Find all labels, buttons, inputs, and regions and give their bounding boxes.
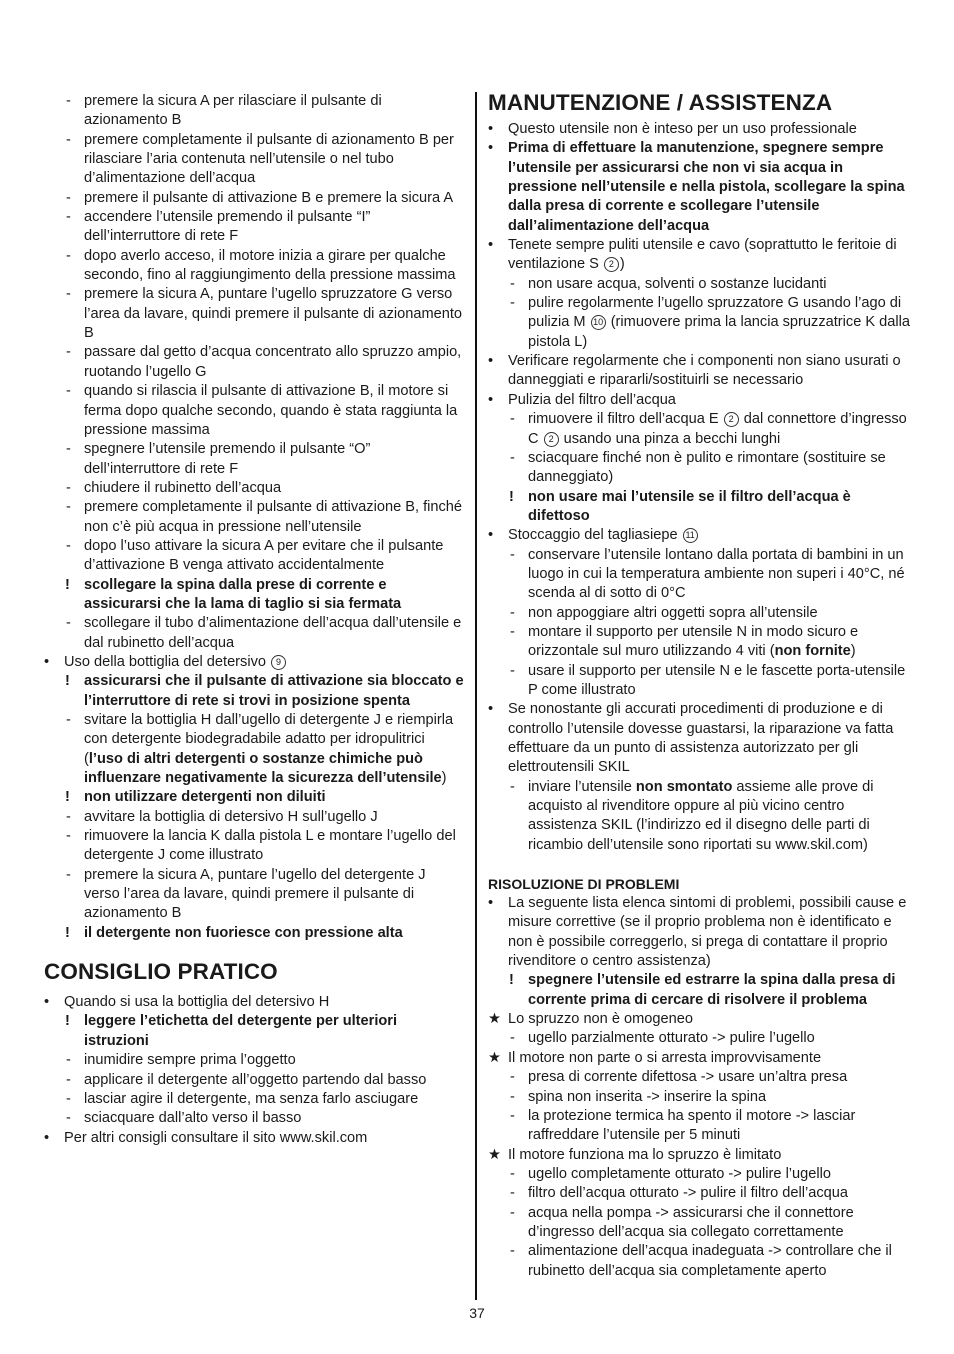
- text-run: rimuovere la lancia K dalla pistola L e montare l’ugello del detergente J come illustrato: [84, 828, 456, 864]
- list-marker: -: [510, 1165, 515, 1182]
- text-run: premere la sicura A, puntare l’ugello del detergente J verso l’area da lavare, quindi premere il pulsante di azionamento B: [84, 866, 426, 922]
- list-marker: -: [66, 1052, 71, 1069]
- list-marker: •: [488, 895, 494, 912]
- bullet-item: [488, 352, 912, 391]
- list-marker: -: [66, 828, 71, 845]
- text-run: il detergente non fuoriesce con pressione alta: [84, 924, 403, 941]
- list-marker: -: [66, 383, 71, 400]
- dash-item: [44, 866, 464, 924]
- column-divider: [475, 92, 477, 1300]
- dash-item: [44, 1090, 464, 1109]
- section-heading: [488, 90, 912, 116]
- dash-item: [488, 1107, 912, 1146]
- text-run: Se nonostante gli accurati procedimenti di produzione e di controllo l’utensile dovesse guastarsi, la riparazione va fatta effettuare da un punto di assistenza autorizzato per gli elettroutensili SKIL: [508, 701, 894, 776]
- text-run: montare il supporto per utensile N in modo sicuro e orizzontale sul muro utilizzando 4 viti (: [528, 623, 859, 660]
- list-marker: -: [66, 441, 71, 458]
- warning-mark: !: [509, 972, 514, 989]
- text-run: ugello parzialmente otturato -> pulire l’ugello: [528, 1030, 815, 1047]
- text-run: spina non inserita -> inserire la spina: [528, 1088, 767, 1105]
- dash-item: [488, 449, 912, 488]
- text-run: pulire regolarmente l’ugello spruzzatore G usando l’ago di pulizia M: [528, 295, 902, 331]
- list-marker: -: [510, 604, 515, 621]
- list-marker: -: [510, 1185, 515, 1202]
- text-run: assicurarsi che il pulsante di attivazione sia bloccato e l’interruttore di rete si trovi in posizione spenta: [84, 673, 464, 709]
- text-run: Tenete sempre puliti utensile e cavo (soprattutto le feritoie di ventilazione S: [508, 237, 897, 273]
- dash-item: [44, 537, 464, 576]
- list-marker: -: [510, 275, 515, 292]
- list-marker: -: [510, 449, 515, 466]
- star-icon: ★: [488, 1049, 502, 1066]
- bullet-item: [488, 700, 912, 777]
- list-marker: -: [66, 537, 71, 554]
- dash-item: [44, 208, 464, 247]
- text-run: acqua nella pompa -> assicurarsi che il connettore d’ingresso dell’acqua sia collegato correttamente: [528, 1204, 854, 1240]
- list-marker: -: [510, 1243, 515, 1260]
- dash-item: [44, 92, 464, 131]
- text-run: chiudere il rubinetto dell’acqua: [84, 479, 282, 496]
- text-run: quando si rilascia il pulsante di attivazione B, il motore si ferma dopo qualche secondo, quando è stata raggiunta la pressione massima: [84, 383, 458, 438]
- list-marker: -: [510, 1069, 515, 1086]
- text-run: leggere l’etichetta del detergente per ulteriori istruzioni: [84, 1013, 398, 1049]
- list-marker: •: [488, 121, 494, 137]
- dash-item: [488, 546, 912, 604]
- warning-item: [44, 1012, 464, 1051]
- list-marker: -: [510, 1107, 515, 1124]
- warning-mark: !: [509, 488, 514, 505]
- bullet-item: [488, 139, 912, 236]
- warning-item: [488, 971, 912, 1010]
- list-marker: -: [510, 295, 515, 312]
- text-run: presa di corrente difettosa -> usare un’altra presa: [528, 1069, 848, 1086]
- text-run: La seguente lista elenca sintomi di problemi, possibili cause e misure correttive (se il proprio problema non è identificato e non è possibile correggerlo, si prega di contattare il proprio rivenditore o centro assistenza): [508, 895, 907, 970]
- text-run: Per altri consigli consultare il sito www.skil.com: [64, 1129, 368, 1146]
- figure-ref-icon: 9: [271, 655, 286, 670]
- list-marker: •: [488, 140, 494, 157]
- text-run: non usare acqua, solventi o sostanze lucidanti: [528, 275, 827, 292]
- warning-mark: !: [65, 924, 70, 941]
- dash-item: [44, 614, 464, 653]
- list-marker: -: [66, 808, 71, 825]
- bullet-item: [488, 120, 912, 139]
- text-run: non utilizzare detergenti non diluiti: [84, 789, 326, 806]
- bullet-item: [488, 526, 912, 545]
- list-marker: •: [44, 1129, 50, 1146]
- bullet-item: [44, 653, 464, 672]
- dash-item: [488, 604, 912, 623]
- text-run: sciacquare finché non è pulito e rimontare (sostituire se danneggiato): [528, 449, 886, 486]
- text-run: ): [850, 643, 856, 660]
- text-run: l’uso di altri detergenti o sostanze chimiche può influenzare negativamente la sicurezza dell’utensile: [84, 750, 442, 787]
- page-number: 37: [469, 1305, 485, 1321]
- list-marker: •: [488, 353, 494, 370]
- list-marker: -: [510, 662, 515, 679]
- bullet-item: [488, 236, 912, 275]
- dash-item: [44, 131, 464, 189]
- list-marker: -: [66, 712, 71, 728]
- text-run: scollegare la spina dalla prese di corrente e assicurarsi che la lama di taglio si sia fermata: [84, 576, 402, 612]
- warning-item: [44, 924, 464, 943]
- text-run: premere la sicura A, puntare l’ugello spruzzatore G verso l’area da lavare, quindi premere il pulsante di azionamento B: [84, 286, 463, 342]
- dash-item: [44, 247, 464, 286]
- text-run: applicare il detergente all’oggetto partendo dal basso: [84, 1071, 427, 1088]
- list-marker: -: [510, 1204, 515, 1221]
- text-run: usando una pinza a becchi lunghi: [559, 430, 781, 447]
- dash-item: [44, 711, 464, 788]
- text-run: avvitare la bottiglia di detersivo H sull’ugello J: [84, 808, 378, 825]
- dash-item: [44, 479, 464, 498]
- warning-mark: !: [65, 1013, 70, 1030]
- text-run: ): [441, 770, 447, 787]
- list-marker: •: [488, 527, 494, 544]
- list-marker: -: [66, 499, 71, 516]
- list-marker: -: [66, 1071, 71, 1088]
- list-marker: -: [66, 1090, 71, 1107]
- text-run: sciacquare dall’alto verso il basso: [84, 1110, 302, 1127]
- list-marker: -: [510, 778, 515, 795]
- dash-item: [44, 1071, 464, 1090]
- warning-mark: !: [65, 673, 70, 690]
- dash-item: [44, 440, 464, 479]
- text-run: ): [619, 256, 625, 273]
- dash-item: [44, 827, 464, 866]
- warning-item: [44, 576, 464, 615]
- star-icon: ★: [488, 1146, 502, 1163]
- right-column: [488, 90, 912, 1281]
- text-run: Lo spruzzo non è omogeneo: [508, 1011, 693, 1028]
- dash-item: [44, 808, 464, 827]
- list-marker: -: [510, 1088, 515, 1105]
- star-icon: ★: [488, 1011, 502, 1028]
- text-run: filtro dell’acqua otturato -> pulire il filtro dell’acqua: [528, 1185, 849, 1202]
- text-run: scollegare il tubo d’alimentazione dell’acqua dall’utensile e dal rubinetto dell’acqua: [84, 615, 462, 651]
- text-run: Quando si usa la bottiglia del detersivo H: [64, 994, 330, 1011]
- text-run: Prima di effettuare la manutenzione, spegnere sempre l’utensile per assicurarsi che non vi sia acqua in pressione nell’utensile e nella pistola, scollegare la spina dalla presa di corrente e scollegare l’utensile dall’alimentazione dell’acqua: [508, 140, 905, 234]
- warning-item: [488, 488, 912, 527]
- warning-mark: !: [65, 789, 70, 806]
- list-marker: -: [66, 615, 71, 632]
- list-marker: -: [510, 546, 515, 563]
- text-run: svitare la bottiglia H dall’ugello di detergente J e riempirla con detergente biodegradabile adatto per idropulitrici (: [84, 712, 454, 767]
- dash-item: [488, 1088, 912, 1107]
- dash-item: [44, 382, 464, 440]
- figure-ref-icon: 11: [683, 528, 698, 543]
- list-marker: •: [488, 237, 494, 254]
- list-marker: -: [66, 1110, 71, 1127]
- text-run: premere completamente il pulsante di azionamento B per rilasciare l’aria contenuta nell’utensile o nel tubo d’alimentazione dell’acqua: [84, 131, 454, 187]
- dash-item: [44, 343, 464, 382]
- symptom-item: [488, 1049, 912, 1068]
- bullet-item: [488, 894, 912, 971]
- text-run: inumidire sempre prima l’oggetto: [84, 1052, 296, 1069]
- figure-ref-icon: 2: [604, 257, 619, 272]
- dash-item: [44, 285, 464, 343]
- text-run: non fornite: [774, 643, 851, 660]
- symptom-item: [488, 1010, 912, 1029]
- text-run: conservare l’utensile lontano dalla portata di bambini in un luogo in cui la temperatura ambiente non superi i 40°C, né scenda al di sotto di 0°C: [528, 546, 905, 602]
- list-marker: -: [510, 411, 515, 428]
- dash-item: [488, 623, 912, 662]
- text-run: non appoggiare altri oggetti sopra all’utensile: [528, 604, 818, 621]
- figure-ref-icon: 2: [544, 432, 559, 447]
- list-marker: -: [510, 623, 515, 640]
- list-marker: -: [66, 866, 71, 883]
- text-run: Il motore non parte o si arresta improvvisamente: [508, 1049, 822, 1066]
- list-marker: •: [488, 701, 494, 718]
- list-marker: -: [510, 1030, 515, 1047]
- warning-item: [44, 672, 464, 711]
- text-run: inviare l’utensile: [528, 778, 636, 795]
- list-marker: •: [488, 391, 494, 408]
- text-run: la protezione termica ha spento il motore -> lasciar raffreddare l’utensile per 5 minuti: [528, 1107, 856, 1144]
- list-marker: -: [66, 93, 71, 109]
- figure-ref-icon: 2: [724, 412, 739, 427]
- text-run: premere la sicura A per rilasciare il pulsante di azionamento B: [84, 93, 382, 129]
- dash-item: [488, 410, 912, 449]
- text-run: Uso della bottiglia del detersivo: [64, 653, 271, 670]
- text-run: assieme alle prove di acquisto al rivenditore oppure al più vicino centro assistenza SKIL (l’indirizzo ed il disegno delle parti di ricambio dell’utensile sono riportati su www.skil.com): [528, 778, 874, 853]
- dash-item: [488, 275, 912, 294]
- figure-ref-icon: 10: [591, 315, 606, 330]
- text-run: RISOLUZIONE DI PROBLEMI: [488, 876, 680, 893]
- text-run: Pulizia del filtro dell’acqua: [508, 391, 676, 408]
- text-run: MANUTENZIONE / ASSISTENZA: [488, 90, 833, 115]
- dash-item: [488, 294, 912, 352]
- dash-item: [488, 1204, 912, 1243]
- text-run: dopo averlo acceso, il motore inizia a girare per qualche secondo, fino al raggiungimento della pressione massima: [84, 247, 456, 284]
- list-marker: -: [66, 479, 71, 496]
- bullet-item: [44, 993, 464, 1012]
- text-run: ugello completamente otturato -> pulire l’ugello: [528, 1165, 831, 1182]
- dash-item: [488, 1242, 912, 1281]
- text-run: dopo l’uso attivare la sicura A per evitare che il pulsante d’attivazione B venga attivato accidentalmente: [84, 537, 444, 574]
- symptom-item: [488, 1146, 912, 1165]
- dash-item: [488, 778, 912, 855]
- list-marker: -: [66, 286, 71, 303]
- bullet-item: [44, 1129, 464, 1148]
- warning-item: [44, 788, 464, 807]
- text-run: spegnere l’utensile premendo il pulsante “O” dell’interruttore di rete F: [84, 441, 371, 477]
- dash-item: [44, 1051, 464, 1070]
- text-run: premere completamente il pulsante di attivazione B, finché non c’è più acqua in pressione nell’utensile: [84, 499, 463, 535]
- text-run: premere il pulsante di attivazione B e premere la sicura A: [84, 189, 454, 206]
- dash-item: [44, 1109, 464, 1128]
- text-run: non usare mai l’utensile se il filtro dell’acqua è difettoso: [528, 488, 851, 524]
- text-run: usare il supporto per utensile N e le fascette porta-utensile P come illustrato: [528, 662, 906, 698]
- list-marker: •: [44, 653, 50, 670]
- bullet-item: [488, 391, 912, 410]
- list-marker: -: [66, 209, 71, 226]
- text-run: Questo utensile non è inteso per un uso professionale: [508, 121, 857, 137]
- text-run: non smontato: [635, 778, 733, 795]
- dash-item: [44, 498, 464, 537]
- section-heading: [44, 959, 464, 985]
- subsection-heading: [488, 875, 912, 894]
- list-marker: -: [66, 131, 71, 148]
- dash-item: [44, 189, 464, 208]
- dash-item: [488, 1184, 912, 1203]
- list-marker: -: [66, 247, 71, 264]
- text-run: Verificare regolarmente che i componenti non siano usurati o danneggiati e ripararli/sostituirli se necessario: [508, 353, 901, 389]
- dash-item: [488, 1165, 912, 1184]
- text-run: dal connettore d’ingresso C: [528, 411, 907, 447]
- warning-mark: !: [65, 576, 70, 593]
- dash-item: [488, 1068, 912, 1087]
- text-run: (rimuovere prima la lancia spruzzatrice K dalla pistola L): [528, 314, 910, 350]
- list-marker: -: [66, 189, 71, 206]
- text-run: alimentazione dell’acqua inadeguata -> controllare che il rubinetto dell’acqua sia completamente aperto: [528, 1243, 892, 1279]
- list-marker: -: [66, 344, 71, 361]
- text-run: spegnere l’utensile ed estrarre la spina dalla presa di corrente prima di cercare di risolvere il problema: [528, 972, 896, 1008]
- text-run: CONSIGLIO PRATICO: [44, 959, 278, 985]
- text-run: lasciar agire il detergente, ma senza farlo asciugare: [84, 1090, 419, 1107]
- text-run: rimuovere il filtro dell’acqua E: [528, 411, 723, 428]
- text-run: Stoccaggio del tagliasiepe: [508, 527, 682, 544]
- list-marker: •: [44, 994, 50, 1011]
- text-run: accendere l’utensile premendo il pulsante “I” dell’interruttore di rete F: [84, 209, 371, 245]
- text-run: Il motore funziona ma lo spruzzo è limitato: [508, 1146, 782, 1163]
- left-column: [44, 92, 464, 1148]
- text-run: passare dal getto d’acqua concentrato allo spruzzo ampio, ruotando l’ugello G: [84, 344, 462, 380]
- dash-item: [488, 1029, 912, 1048]
- dash-item: [488, 662, 912, 701]
